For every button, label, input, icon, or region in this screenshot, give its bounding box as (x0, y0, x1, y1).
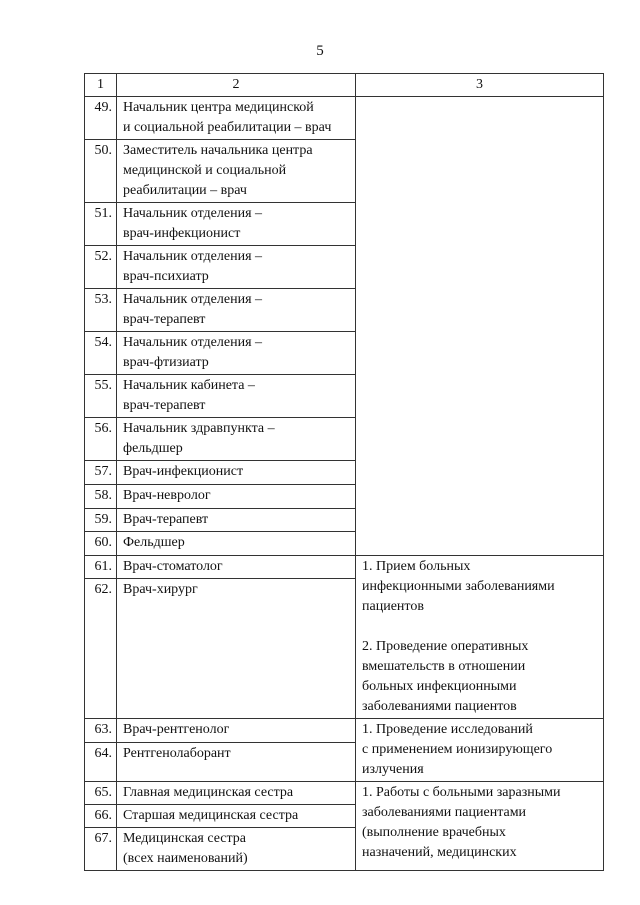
row-number: 53. (85, 289, 117, 332)
work-type-cell: 1. Проведение исследований с применением ионизирующего излучения (356, 719, 604, 782)
positions-table (84, 73, 604, 871)
header-col-2: 2 (117, 74, 356, 97)
table-row (85, 556, 604, 579)
row-number: 65. (85, 782, 117, 805)
position-title: Начальник здравпункта – фельдшер (117, 418, 356, 461)
work-type-cell (356, 97, 604, 556)
row-number: 50. (85, 140, 117, 203)
row-number: 52. (85, 246, 117, 289)
row-number: 55. (85, 375, 117, 418)
row-number: 64. (85, 742, 117, 781)
position-title: Врач-рентгенолог (117, 719, 356, 743)
row-number: 67. (85, 828, 117, 871)
position-title: Врач-хирург (117, 579, 356, 719)
row-number: 58. (85, 485, 117, 509)
position-title: Начальник отделения – врач-психиатр (117, 246, 356, 289)
position-title: Врач-невролог (117, 485, 356, 509)
row-number: 54. (85, 332, 117, 375)
position-title: Начальник отделения – врач-фтизиатр (117, 332, 356, 375)
position-title: Старшая медицинская сестра (117, 805, 356, 828)
header-col-3: 3 (356, 74, 604, 97)
position-title: Начальник кабинета – врач-терапевт (117, 375, 356, 418)
row-number: 56. (85, 418, 117, 461)
row-number: 63. (85, 719, 117, 743)
position-title: Главная медицинская сестра (117, 782, 356, 805)
position-title: Начальник отделения – врач-инфекционист (117, 203, 356, 246)
row-number: 66. (85, 805, 117, 828)
position-title: Врач-стоматолог (117, 556, 356, 579)
position-title: Начальник отделения – врач-терапевт (117, 289, 356, 332)
table-row (85, 782, 604, 805)
row-number: 61. (85, 556, 117, 579)
page-number: 5 (316, 43, 324, 59)
position-title: Медицинская сестра (всех наименований) (117, 828, 356, 871)
header-col-1: 1 (85, 74, 117, 97)
position-title: Рентгенолаборант (117, 742, 356, 781)
table-row (85, 719, 604, 743)
work-type-cell: 1. Прием больных инфекционными заболеваниями пациентов 2. Проведение оперативных вмешательств в отношении больных инфекционными заболеваниями пациентов (356, 556, 604, 719)
table-header-row (85, 74, 604, 97)
row-number: 49. (85, 97, 117, 140)
row-number: 51. (85, 203, 117, 246)
row-number: 60. (85, 532, 117, 556)
position-title: Врач-инфекционист (117, 461, 356, 485)
position-title: Врач-терапевт (117, 509, 356, 532)
work-type-cell: 1. Работы с больными заразными заболеваниями пациентами (выполнение врачебных назначений, медицинских (356, 782, 604, 871)
row-number: 57. (85, 461, 117, 485)
position-title: Заместитель начальника центра медицинской и социальной реабилитации – врач (117, 140, 356, 203)
position-title: Начальник центра медицинской и социальной реабилитации – врач (117, 97, 356, 140)
position-title: Фельдшер (117, 532, 356, 556)
row-number: 59. (85, 509, 117, 532)
row-number: 62. (85, 579, 117, 719)
table-row (85, 97, 604, 140)
